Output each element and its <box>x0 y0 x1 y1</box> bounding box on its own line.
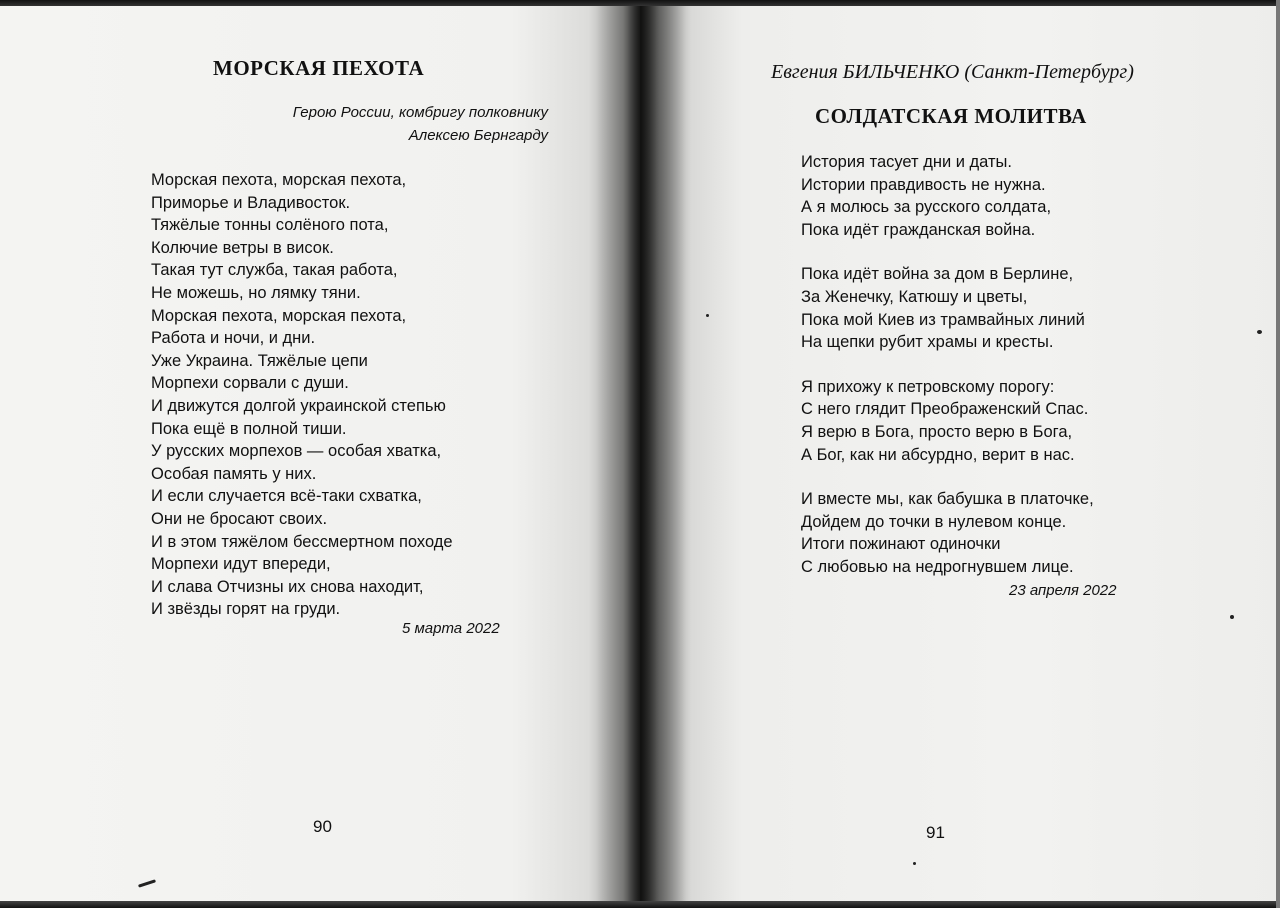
poem-line: С него глядит Преображенский Спас. <box>801 400 1089 419</box>
poem-stanza <box>801 263 1094 353</box>
poem-line: Тяжёлые тонны солёного пота, <box>151 216 389 235</box>
poem-line: Пока идёт гражданская война. <box>801 220 1036 239</box>
poem-line: Я прихожу к петровскому порогу: <box>801 377 1055 396</box>
scan-speck <box>913 862 916 865</box>
poem-line: На щепки рубит храмы и кресты. <box>801 333 1054 352</box>
poem-line: Такая тут служба, такая работа, <box>151 261 398 280</box>
book-gutter-shadow <box>596 0 686 908</box>
poem-line: И движутся долгой украинской степью <box>151 396 446 415</box>
scan-speck <box>706 314 709 317</box>
poem-line: И звёзды горят на груди. <box>151 600 341 619</box>
scan-speck <box>1257 330 1262 334</box>
poem-stanza <box>801 488 1094 578</box>
right-page <box>640 0 1280 908</box>
scan-speck <box>1230 615 1234 619</box>
poem-line: Я верю в Бога, просто верю в Бога, <box>801 422 1073 441</box>
poem-title: МОРСКАЯ ПЕХОТА <box>213 56 425 80</box>
poem-line: Они не бросают своих. <box>151 509 328 528</box>
scan-border-bottom <box>0 901 1280 908</box>
poem-line: Пока мой Киев из трамвайных линий <box>801 310 1085 329</box>
poem-line: Истории правдивость не нужна. <box>801 175 1046 194</box>
poem-title: СОЛДАТСКАЯ МОЛИТВА <box>815 104 1087 128</box>
poem-stanza <box>801 151 1094 241</box>
poem-date: 23 апреля 2022 <box>1009 582 1117 599</box>
poem-body <box>801 151 1094 579</box>
poem-line: Не можешь, но лямку тяни. <box>151 283 361 302</box>
poem-line: Работа и ночи, и дни. <box>151 329 316 348</box>
page-number: 91 <box>926 823 945 842</box>
poem-line: Особая память у них. <box>151 464 317 483</box>
poem-date: 5 марта 2022 <box>402 620 500 637</box>
poem-line: А я молюсь за русского солдата, <box>801 198 1052 217</box>
poem-line: А Бог, как ни абсурдно, верит в нас. <box>801 445 1075 464</box>
poem-line: И вместе мы, как бабушка в платочке, <box>801 490 1094 509</box>
poem-line: С любовью на недрогнувшем лице. <box>801 557 1074 576</box>
poem-line: Морпехи сорвали с души. <box>151 374 349 393</box>
poem-line: Морпехи идут впереди, <box>151 555 331 574</box>
poem-stanza <box>801 376 1094 466</box>
dedication-line: Герою России, комбригу полковнику <box>292 104 548 121</box>
scan-border-top <box>0 0 1280 6</box>
poem-line: Морская пехота, морская пехота, <box>151 306 407 325</box>
poem-line: У русских морпехов — особая хватка, <box>151 442 442 461</box>
poem-line: Колючие ветры в висок. <box>151 238 334 257</box>
poem-line: Уже Украина. Тяжёлые цепи <box>151 351 368 370</box>
poem-line: И если случается всё-таки схватка, <box>151 487 422 506</box>
poem-body <box>151 169 453 621</box>
poem-line: За Женечку, Катюшу и цветы, <box>801 287 1028 306</box>
poem-line: Пока идёт война за дом в Берлине, <box>801 265 1074 284</box>
scan-border-right <box>1276 0 1280 908</box>
poem-line: И слава Отчизны их снова находит, <box>151 577 424 596</box>
poem-line: И в этом тяжёлом бессмертном походе <box>151 532 453 551</box>
poem-line: Пока ещё в полной тиши. <box>151 419 347 438</box>
poem-dedication <box>293 101 548 147</box>
dedication-line: Алексею Бернгарду <box>408 127 548 144</box>
poem-line: Приморье и Владивосток. <box>151 193 351 212</box>
page-number: 90 <box>313 817 332 836</box>
poem-author: Евгения БИЛЬЧЕНКО (Санкт-Петербург) <box>771 61 1134 83</box>
poem-line: Итоги пожинают одиночки <box>801 535 1001 554</box>
poem-line: Морская пехота, морская пехота, <box>151 171 407 189</box>
poem-line: Дойдем до точки в нулевом конце. <box>801 512 1067 531</box>
poem-line: История тасует дни и даты. <box>801 153 1012 171</box>
